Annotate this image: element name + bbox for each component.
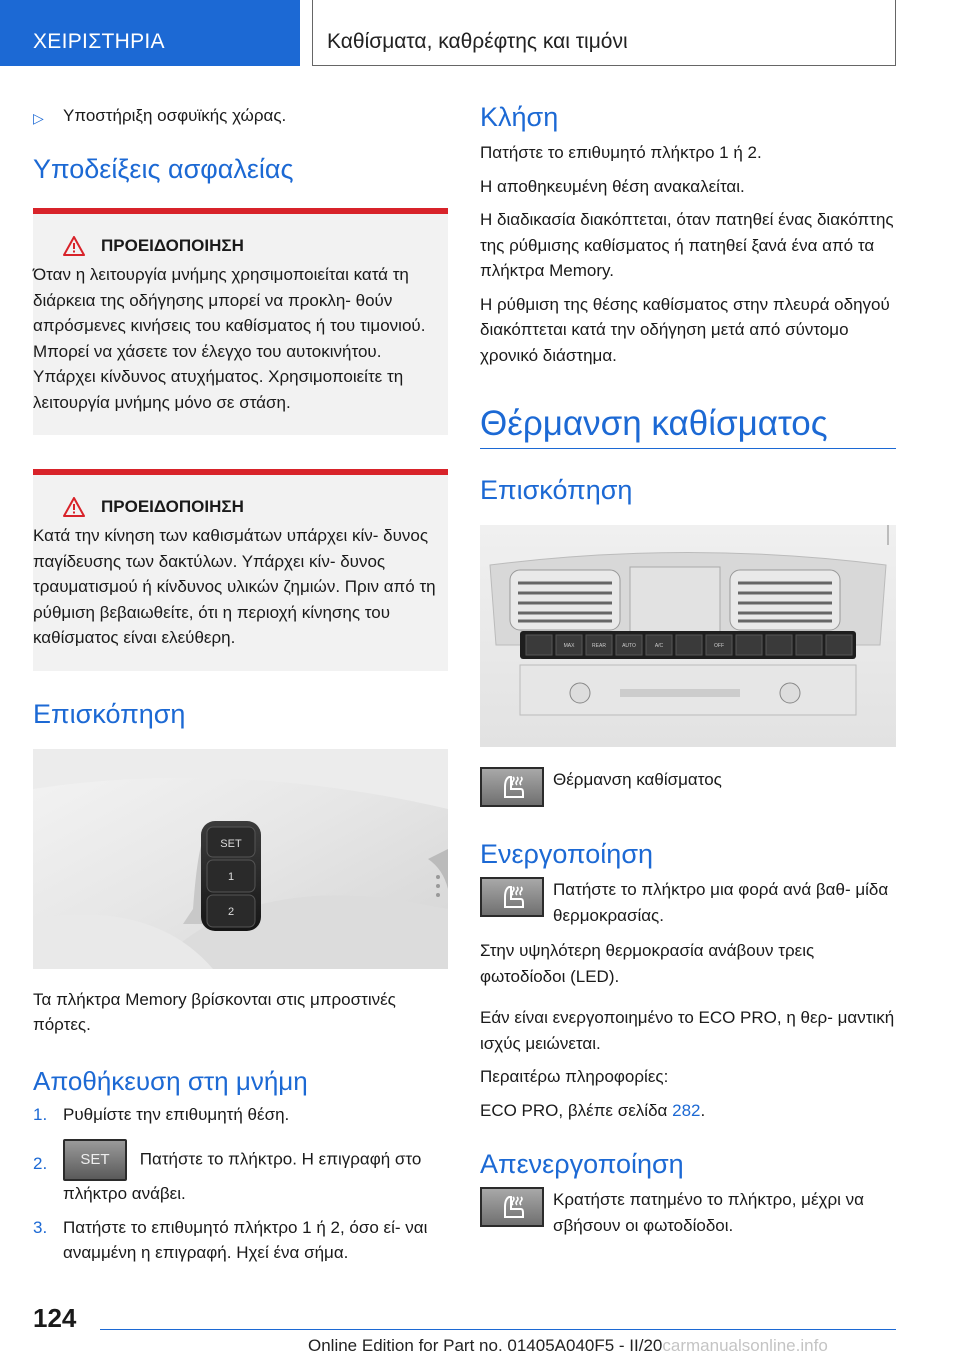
- heating-icon-caption: Θέρμανση καθίσματος: [553, 770, 722, 789]
- warning-body: Κατά την κίνηση των καθισμάτων υπάρχει κίν- δυνος παγίδευσης των δακτύλων. Υπάρχει κίν- δυνος τραυματισμού ή κίνδυνος υλικών ζημιών. Πριν από τη ρύθμιση βεβαιωθείτε, ότι η περιοχή κίνησης του καθίσματος είναι ελεύθερη.: [33, 526, 436, 647]
- recall-paragraph: Η ρύθμιση της θέσης καθίσματος στην πλευρά οδηγού διακόπτεται κατά την οδήγηση μετά από σύντομο χρονικό διάστημα.: [480, 294, 890, 365]
- console-button-label: MAX: [563, 643, 575, 649]
- footer-edition: Online Edition for Part no. 01405A040F5 - II/20carmanualsonline.info: [308, 1336, 828, 1355]
- heating-icon-row: [480, 767, 896, 807]
- recall-paragraph: Πατήστε το επιθυμητό πλήκτρο 1 ή 2.: [480, 143, 762, 162]
- left-column: [33, 90, 448, 1266]
- footer-divider: [100, 1329, 896, 1330]
- warning-box-trap: [33, 469, 448, 671]
- activate-text: Πατήστε το πλήκτρο μια φορά ανά βαθ- μίδα θερμοκρασίας.: [553, 880, 889, 925]
- step-item: 3. Πατήστε το επιθυμητό πλήκτρο 1 ή 2, όσο εί- ναι αναμμένη η επιγραφή. Ηχεί ένα σήμα.: [33, 1217, 428, 1262]
- section-title: ΧΕΙΡΙΣΤΗΡΙΑ: [0, 0, 300, 66]
- warning-title: ΠΡΟΕΙΔΟΠΟΙΗΣΗ: [63, 236, 436, 256]
- bullet-item: [33, 104, 448, 130]
- triangle-bullet-icon: ▷: [33, 110, 44, 126]
- watermark: carmanualsonline.info: [662, 1336, 828, 1355]
- activate-paragraph-link: ECO PRO, βλέπε σελίδα 282.: [480, 1100, 706, 1120]
- overview-heading: Επισκόπηση: [33, 698, 186, 729]
- door-memory-buttons-photo: [33, 749, 448, 969]
- overview-caption: Τα πλήκτρα Memory βρίσκονται στις μπροστινές πόρτες.: [33, 989, 396, 1034]
- console-button-label: OFF: [714, 643, 724, 649]
- recall-paragraph: Η διαδικασία διακόπτεται, όταν πατηθεί ένας διακόπτης της ρύθμισης καθίσματος ή πατηθεί ξανά ένα από τα πλήκτρα Memory.: [480, 210, 894, 280]
- page-header: [0, 0, 960, 66]
- activate-heading: Ενεργοποίηση: [480, 839, 653, 869]
- console-photo: [480, 525, 896, 747]
- door-button-2: 2: [227, 905, 235, 918]
- bullet-text: Υποστήριξη οσφυϊκής χώρας.: [63, 106, 287, 125]
- page-number: 124: [33, 1303, 77, 1333]
- door-button-set: SET: [220, 837, 242, 850]
- console-button-label: AUTO: [622, 643, 636, 649]
- step-item: 1. Ρυθμίστε την επιθυμητή θέση.: [33, 1104, 290, 1124]
- store-heading: Αποθήκευση στη μνήμη: [33, 1065, 308, 1096]
- deactivate-heading: Απενεργοποίηση: [480, 1149, 684, 1179]
- activate-paragraph: Περαιτέρω πληροφορίες:: [480, 1067, 669, 1086]
- warning-title: ΠΡΟΕΙΔΟΠΟΙΗΣΗ: [63, 497, 436, 517]
- door-button-1: 1: [227, 870, 235, 883]
- seat-heating-key-icon: [480, 877, 544, 917]
- set-key-icon: SET: [63, 1139, 127, 1181]
- console-button-label: A/C: [654, 643, 664, 649]
- warning-triangle-icon: [63, 236, 85, 256]
- activate-row: [480, 877, 896, 928]
- warning-triangle-icon: [63, 497, 85, 517]
- activate-paragraph: Εάν είναι ενεργοποιημένο το ECO PRO, η θερ- μαντική ισχύς μειώνεται.: [480, 1008, 895, 1053]
- seat-heating-key-icon: [480, 1187, 544, 1227]
- step-item: 2. SET Πατήστε το πλήκτρο. Η επιγραφή στο πλήκτρο ανάβει.: [33, 1139, 448, 1207]
- console-button-label: REAR: [592, 643, 606, 649]
- recall-heading: Κλήση: [480, 102, 559, 132]
- deactivate-row: [480, 1187, 896, 1238]
- heating-heading: Θέρμανση καθίσματος: [480, 402, 896, 449]
- seat-heating-key-icon: [480, 767, 544, 807]
- recall-paragraph: Η αποθηκευμένη θέση ανακαλείται.: [480, 176, 745, 196]
- chapter-title: Καθίσματα, καθρέφτης και τιμόνι: [312, 0, 896, 66]
- page-link[interactable]: 282: [672, 1100, 701, 1120]
- warning-body: Όταν η λειτουργία μνήμης χρησιμοποιείται κατά τη διάρκεια της οδήγησης μπορεί να προκλη- θούν απρόσμενες κινήσεις του καθίσματος ή του τιμονιού. Μπορεί να χάσετε τον έλεγχο του αυτοκινήτου. Υπάρχει κίνδυνος ατυχήματος. Χρησιμοποιείτε τη λειτουργία μνήμης μόνο σε στάση.: [33, 265, 426, 412]
- activate-paragraph: Στην υψηλότερη θερμοκρασία ανάβουν τρεις φωτοδίοδοι (LED).: [480, 941, 815, 986]
- steps-list: [33, 1102, 448, 1266]
- safety-heading: Υποδείξεις ασφαλείας: [33, 154, 294, 184]
- deactivate-text: Κρατήστε πατημένο το πλήκτρο, μέχρι να σβήσουν οι φωτοδίοδοι.: [553, 1190, 864, 1235]
- right-column: [480, 90, 896, 1238]
- heating-overview-heading: Επισκόπηση: [480, 475, 633, 505]
- warning-box-memory: [33, 208, 448, 435]
